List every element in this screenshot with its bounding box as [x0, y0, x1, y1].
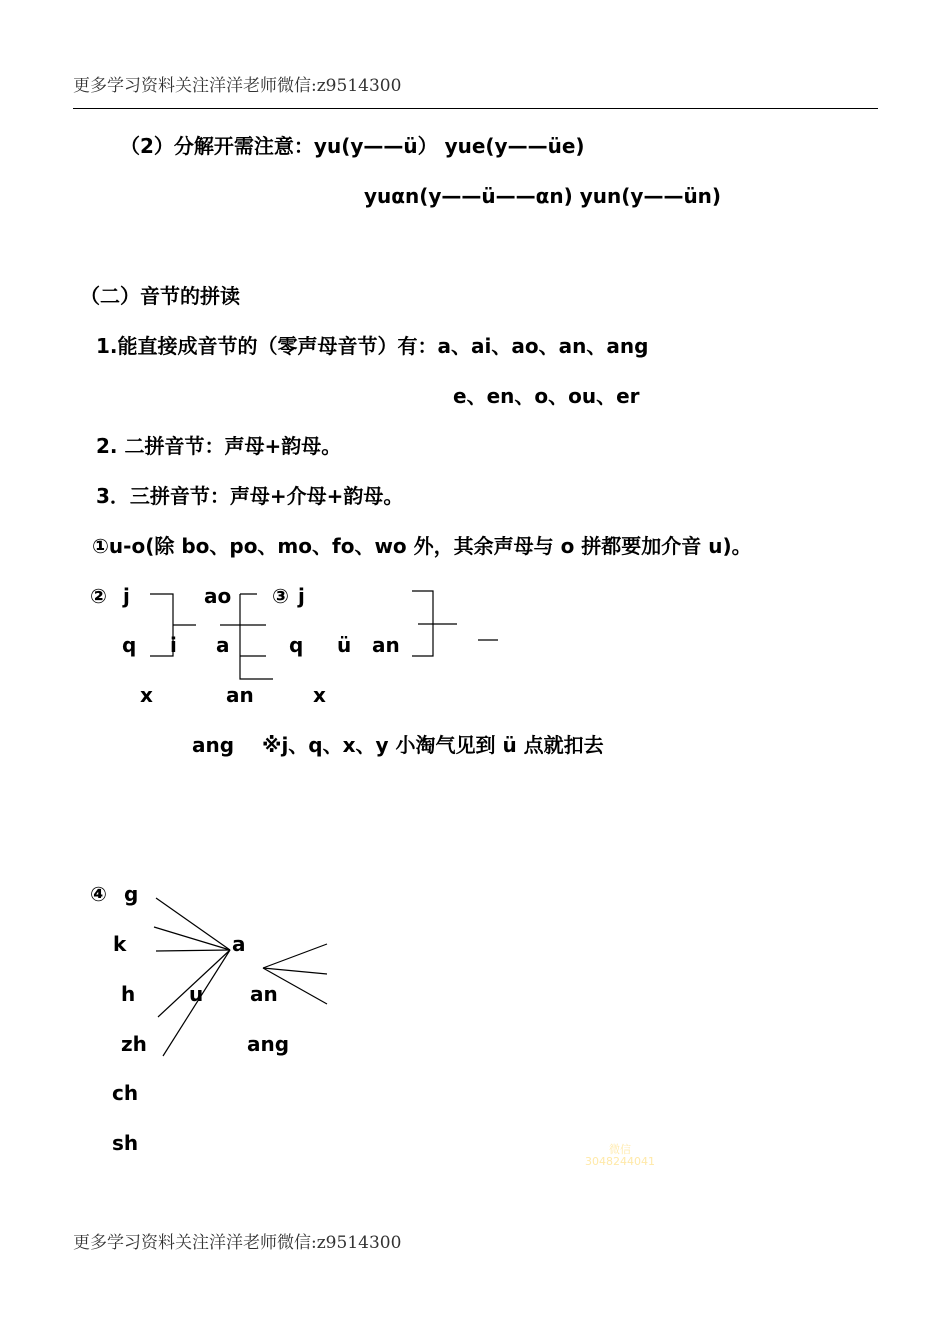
page-header: 更多学习资料关注洋洋老师微信:z9514300: [73, 76, 402, 96]
diagram3-initial-x: x: [313, 683, 326, 707]
diagram2-final-ao: ao: [204, 584, 232, 608]
diagram4-initial-h: h: [121, 982, 136, 1006]
two-part-syllable: 2. 二拼音节：声母+韵母。: [96, 434, 342, 458]
diagram4-line-final-top: [263, 944, 327, 968]
diagram3-medial-u-umlaut: ü: [337, 633, 352, 657]
diagram4-initial-ch: ch: [112, 1081, 139, 1105]
diagram4-initial-sh: sh: [112, 1131, 139, 1155]
diagram3-final-an: an: [372, 633, 400, 657]
diagram4-initial-zh: zh: [121, 1032, 147, 1056]
three-part-syllable: 3．三拼音节：声母+介母+韵母。: [96, 484, 404, 508]
diagram4-line-g: [156, 898, 230, 950]
diagram4-final-an: an: [250, 982, 278, 1006]
diagram4-line-k: [154, 927, 230, 950]
diagram3-initial-q: q: [289, 633, 304, 657]
diagram2-initial-q: q: [122, 633, 137, 657]
diagram2-final-a: a: [216, 633, 230, 657]
section-heading: （二）音节的拼读: [80, 284, 240, 308]
watermark-line-1: 微信: [609, 1143, 631, 1156]
diagram2-medial-i: i: [170, 633, 177, 657]
split-rule-line-1: （2）分解开需注意：yu(y——ü） yue(y——üe): [120, 134, 585, 158]
diagram2-initials-bracket: [150, 594, 173, 656]
diagram2-initial-x: x: [140, 683, 153, 707]
umlaut-rule-note: ※j、q、x、y 小淘气见到 ü 点就扣去: [262, 733, 604, 757]
watermark-line-2: 3048244041: [585, 1155, 655, 1169]
diagram4-medial-u: u: [189, 982, 204, 1006]
diagram4-final-ang: ang: [247, 1032, 290, 1056]
zero-initial-line-1: 1.能直接成音节的（零声母音节）有：a、ai、ao、an、ang: [96, 334, 649, 358]
diagram2-finals-bracket: [240, 625, 273, 679]
page-footer: 更多学习资料关注洋洋老师微信:z9514300: [73, 1233, 402, 1253]
zero-initial-line-2: e、en、o、ou、er: [453, 384, 640, 408]
u-o-note: ①u-o(除 bo、po、mo、fo、wo 外，其余声母与 o 拼都要加介音 u)。: [92, 534, 752, 558]
diagram3-initial-j: j: [298, 584, 305, 608]
diagram2-marker: ②: [90, 584, 107, 608]
diagram4-initial-g: g: [124, 882, 139, 906]
diagram4-final-a: a: [232, 932, 246, 956]
split-rule-line-2: yuαn(y——ü——αn) yun(y——ün): [364, 184, 722, 208]
diagram2-final-ang: ang: [192, 733, 235, 757]
diagram4-marker: ④: [90, 882, 107, 906]
diagram2-final-an: an: [226, 683, 254, 707]
diagram3-marker: ③: [272, 584, 289, 608]
diagram2-initial-j: j: [123, 584, 130, 608]
diagram4-initial-k: k: [113, 932, 127, 956]
watermark: [585, 1144, 655, 1168]
diagram4-line-h: [156, 950, 230, 951]
